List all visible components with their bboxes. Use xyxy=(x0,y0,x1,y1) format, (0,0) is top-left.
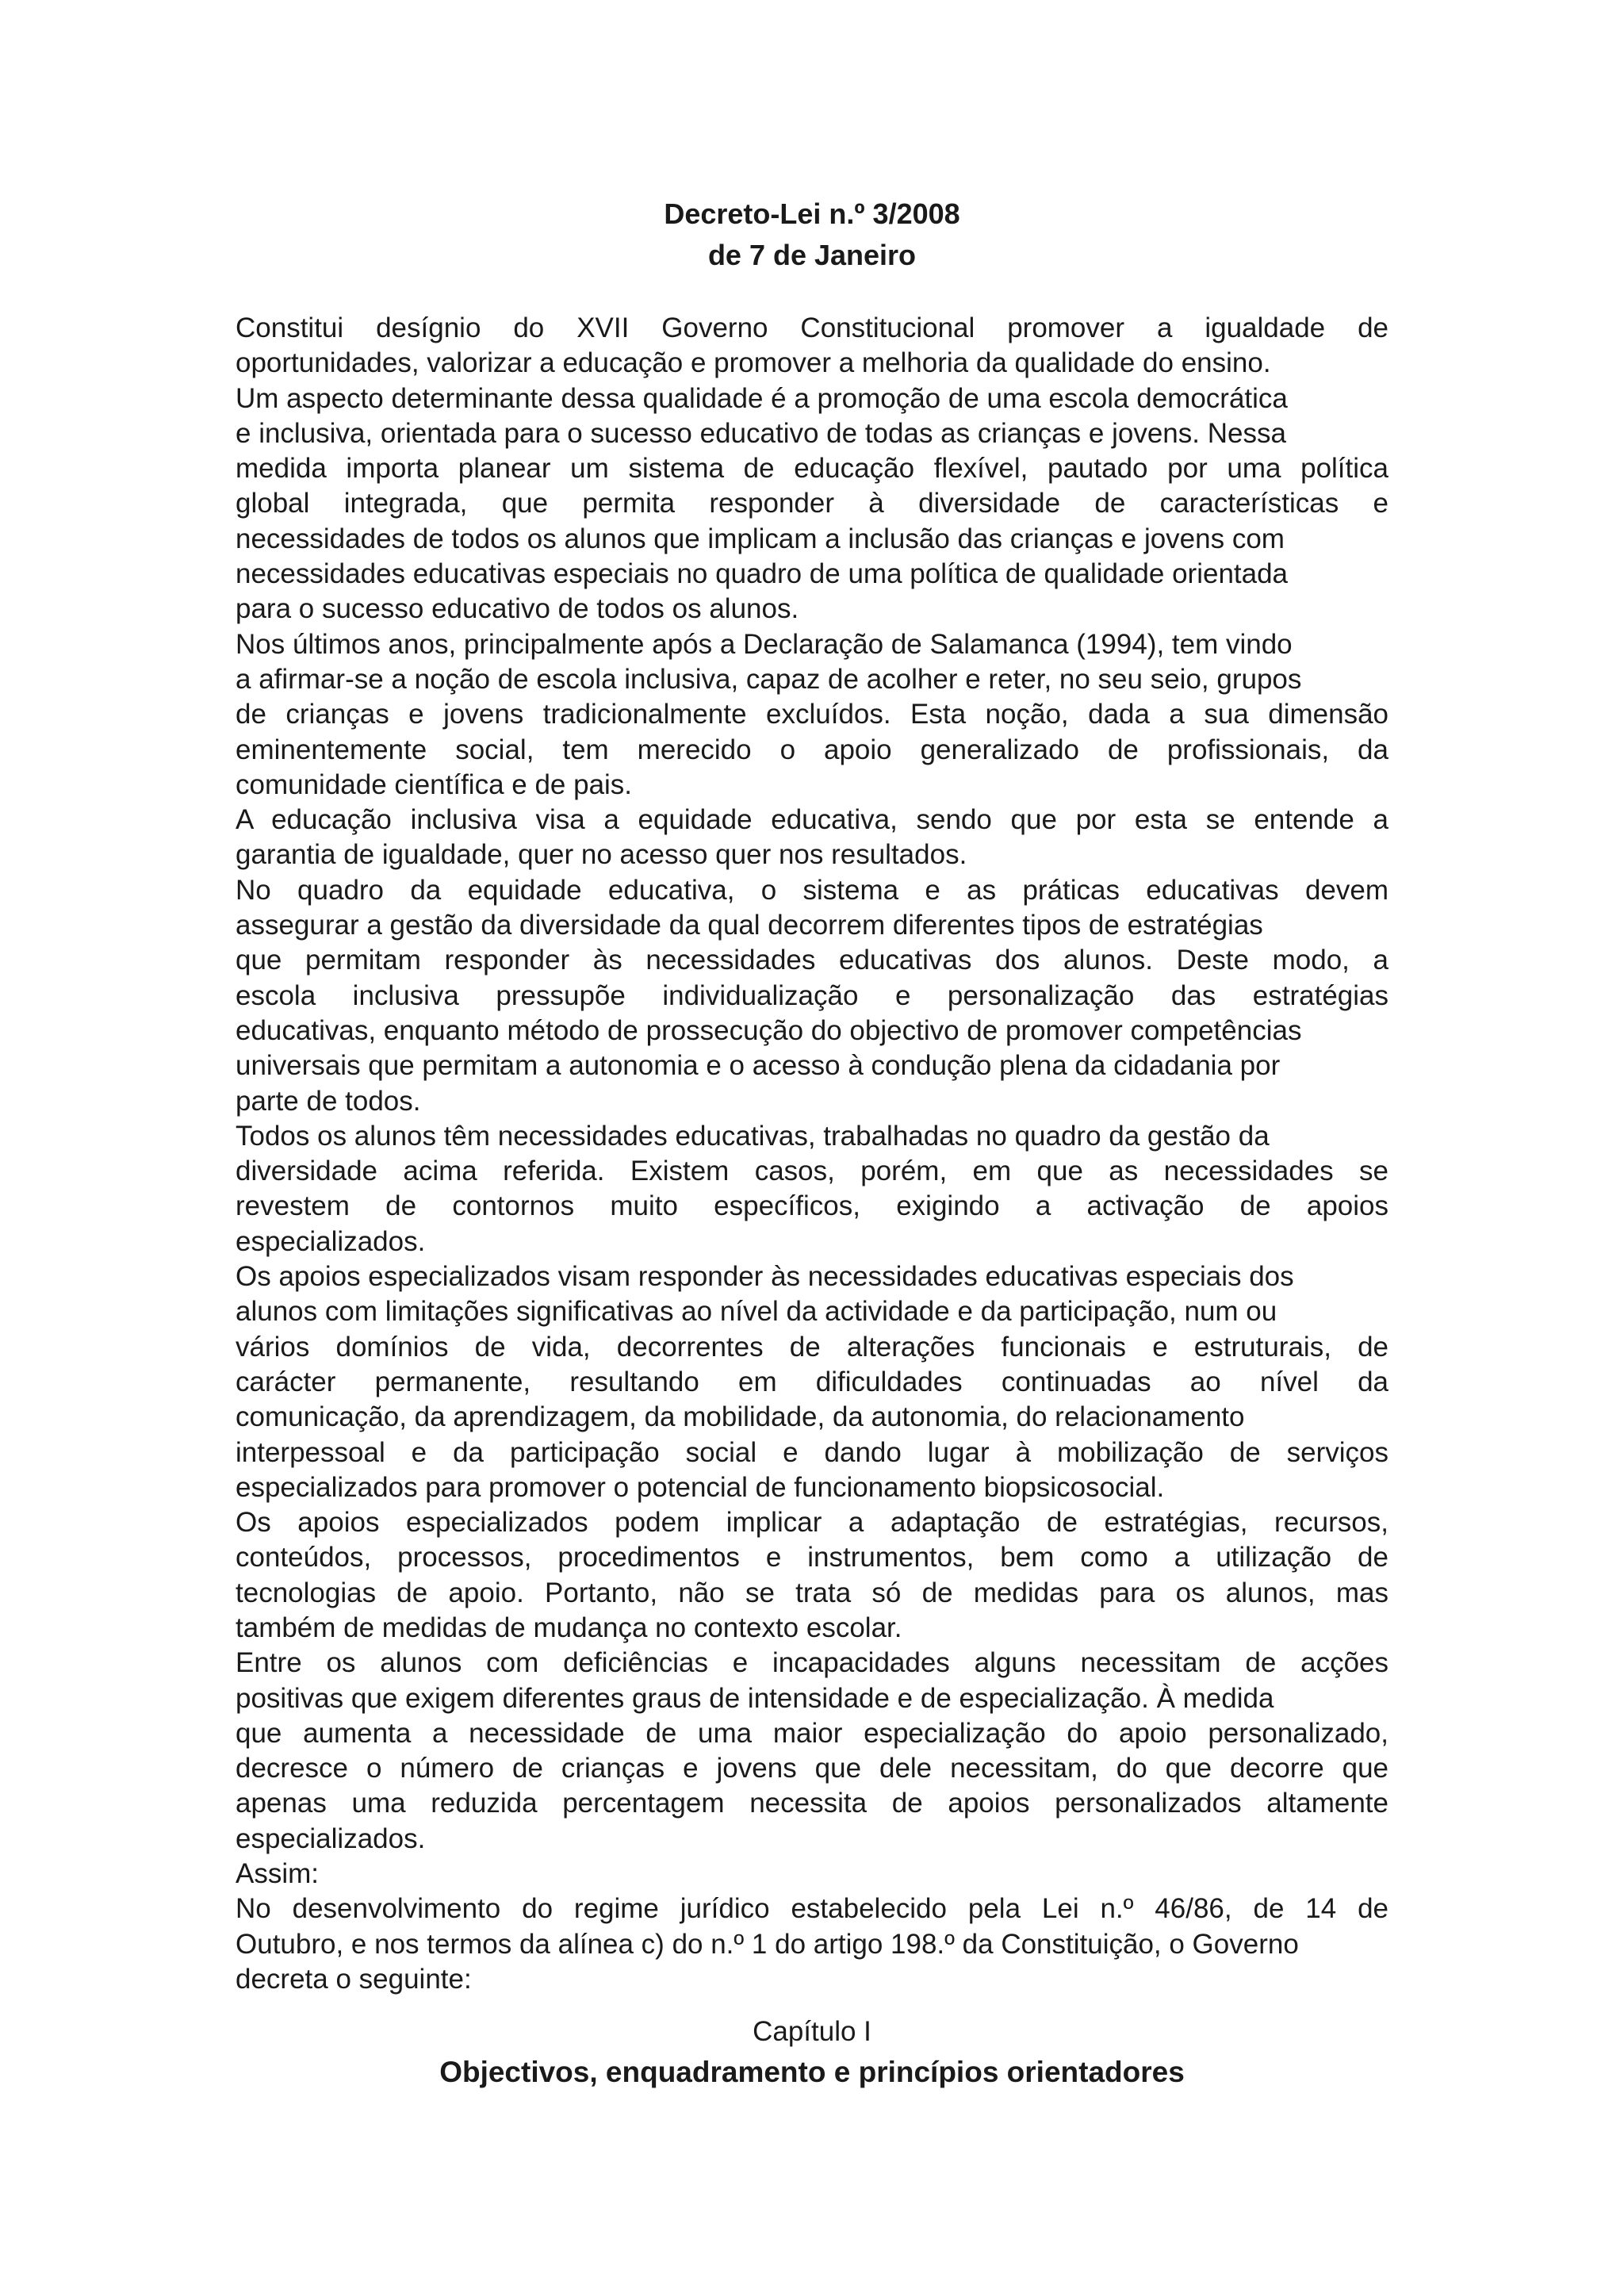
text-line: Nos últimos anos, principalmente após a Declaração de Salamanca (1994), tem vindo xyxy=(236,628,1293,660)
text-line: Constitui desígnio do XVII Governo Constitucional promover a igualdade de xyxy=(236,312,1388,343)
text-line: Todos os alunos têm necessidades educativas, trabalhadas no quadro da gestão da xyxy=(236,1120,1270,1152)
text-line: de crianças e jovens tradicionalmente excluídos. Esta noção, dada a sua dimensão xyxy=(236,699,1388,730)
text-line: parte de todos. xyxy=(236,1085,421,1117)
chapter-label: Capítulo I xyxy=(753,2016,871,2047)
text-line: No quadro da equidade educativa, o sistema e as práticas educativas devem xyxy=(236,874,1388,906)
text-line: eminentemente social, tem merecido o apoio generalizado de profissionais, da xyxy=(236,734,1388,765)
text-line: decresce o número de crianças e jovens que dele necessitam, do que decorre que xyxy=(236,1753,1388,1784)
text-line: medida importa planear um sistema de educação flexível, pautado por uma política xyxy=(236,453,1388,485)
text-line: tecnologias de apoio. Portanto, não se trata só de medidas para os alunos, mas xyxy=(236,1577,1388,1608)
text-line: interpessoal e da participação social e dando lugar à mobilização de serviços xyxy=(236,1436,1388,1468)
text-line: garantia de igualdade, quer no acesso quer nos resultados. xyxy=(236,839,967,871)
text-line: universais que permitam a autonomia e o acesso à condução plena da cidadania por xyxy=(236,1050,1281,1082)
text-line: No desenvolvimento do regime jurídico estabelecido pela Lei n.º 46/86, de 14 de xyxy=(236,1893,1388,1925)
text-line: comunidade científica e de pais. xyxy=(236,769,633,800)
text-line: assegurar a gestão da diversidade da qual decorrem diferentes tipos de estratégias xyxy=(236,910,1263,941)
text-line: alunos com limitações significativas ao nível da actividade e da participação, num ou xyxy=(236,1296,1277,1328)
text-line: também de medidas de mudança no contexto escolar. xyxy=(236,1612,902,1643)
text-line: revestem de contornos muito específicos, exigindo a activação de apoios xyxy=(236,1190,1388,1222)
text-line: necessidades educativas especiais no quadro de uma política de qualidade orientada xyxy=(236,558,1289,590)
text-line: A educação inclusiva visa a equidade educativa, sendo que por esta se entende a xyxy=(236,804,1388,836)
text-line: escola inclusiva pressupõe individualização e personalização das estratégias xyxy=(236,979,1388,1011)
text-line: especializados. xyxy=(236,1225,426,1257)
preamble-text xyxy=(236,311,1388,1997)
text-line: apenas uma reduzida percentagem necessita de apoios personalizados altamente xyxy=(236,1788,1388,1819)
text-line: necessidades de todos os alunos que implicam a inclusão das crianças e jovens com xyxy=(236,523,1285,554)
text-line: para o sucesso educativo de todos os alunos. xyxy=(236,593,799,625)
text-line: especializados para promover o potencial de funcionamento biopsicosocial. xyxy=(236,1471,1165,1503)
text-line: Outubro, e nos termos da alínea c) do n.º 1 do artigo 198.º da Constituição, o Governo xyxy=(236,1928,1299,1960)
text-line: Assim: xyxy=(236,1858,319,1890)
text-line: Os apoios especializados visam responder às necessidades educativas especiais dos xyxy=(236,1261,1294,1293)
document-title: Decreto-Lei n.º 3/2008 xyxy=(664,197,960,230)
text-line: positivas que exigem diferentes graus de intensidade e de especialização. À medida xyxy=(236,1682,1274,1714)
text-line: diversidade acima referida. Existem casos, porém, em que as necessidades se xyxy=(236,1156,1388,1187)
text-line: a afirmar-se a noção de escola inclusiva, capaz de acolher e reter, no seu seio, grupos xyxy=(236,663,1302,695)
document-date: de 7 de Janeiro xyxy=(707,239,917,271)
text-line: carácter permanente, resultando em dificuldades continuadas ao nível da xyxy=(236,1366,1388,1397)
text-line: educativas, enquanto método de prossecução do objectivo de promover competências xyxy=(236,1014,1302,1046)
text-line: vários domínios de vida, decorrentes de alterações funcionais e estruturais, de xyxy=(236,1331,1388,1363)
text-line: decreta o seguinte: xyxy=(236,1963,472,1995)
chapter-title: Objectivos, enquadramento e princípios orientadores xyxy=(439,2056,1185,2088)
text-line: que permitam responder às necessidades educativas dos alunos. Deste modo, a xyxy=(236,945,1388,976)
text-line: Os apoios especializados podem implicar a adaptação de estratégias, recursos, xyxy=(236,1507,1388,1539)
text-line: global integrada, que permita responder à diversidade de características e xyxy=(236,488,1388,519)
text-line: e inclusiva, orientada para o sucesso educativo de todas as crianças e jovens. Nessa xyxy=(236,417,1286,449)
text-line: Um aspecto determinante dessa qualidade é a promoção de uma escola democrática xyxy=(236,382,1288,414)
text-line: que aumenta a necessidade de uma maior especialização do apoio personalizado, xyxy=(236,1717,1388,1749)
text-line: oportunidades, valorizar a educação e promover a melhoria da qualidade do ensino. xyxy=(236,347,1271,379)
text-line: Entre os alunos com deficiências e incapacidades alguns necessitam de acções xyxy=(236,1647,1388,1679)
text-line: conteúdos, processos, procedimentos e instrumentos, bem como a utilização de xyxy=(236,1542,1388,1573)
text-line: comunicação, da aprendizagem, da mobilidade, da autonomia, do relacionamento xyxy=(236,1401,1245,1433)
text-line: especializados. xyxy=(236,1823,426,1854)
